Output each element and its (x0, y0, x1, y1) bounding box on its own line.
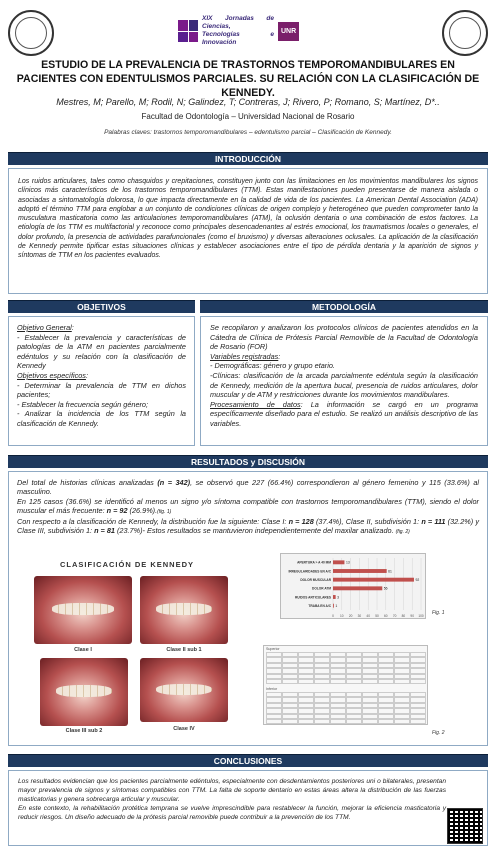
table-cell (266, 679, 282, 684)
intro-box (8, 168, 488, 294)
x-tick-label: 70 (392, 614, 397, 618)
table-row (266, 679, 426, 684)
table-cell (410, 679, 426, 684)
logo-text-line2: Tecnologías e Innovación (202, 31, 274, 46)
table-cell (314, 719, 330, 724)
table-cell (330, 719, 346, 724)
bar (333, 595, 336, 599)
table-row (266, 719, 426, 724)
x-tick-label: 30 (357, 614, 362, 618)
caption-clase-i: Clase I (74, 647, 92, 653)
faculty-seal-icon (442, 10, 488, 56)
intro-heading: INTRODUCCIÓN (8, 152, 488, 165)
table-inferior-grid (266, 692, 426, 724)
metodologia-p1: Se recopilaron y analizaron los protocolos clínicos de pacientes atendidos en la Cátedra de Clínica de Prótesis Parcial Removible de la Facultad de Odontología de Rosario (FOR) (210, 323, 478, 352)
category-label: APERTURA > A 40 MM (297, 560, 331, 565)
fig2-label: Fig. 2 (432, 730, 445, 736)
data-label: 56 (383, 586, 388, 591)
logo-text-line1: XIX Jornadas de Ciencias, (202, 15, 274, 30)
table-superior-label: Superior (266, 647, 280, 651)
x-tick-label: 20 (348, 614, 353, 618)
data-label: 61 (388, 569, 392, 574)
resultados-box: Del total de historias clínicas analizadas (n = 342), se observó que 227 (66.4%) correspondieron al género femenino y 115 (33.6%) al masculino. En 125 casos (36.6%) se identificó al menos un signo y/o síntoma compatible con trastornos temporomandibulares (TTM), siendo el dolor muscular el más frecuente: n = 92 (26.9%).(fig. 1) Con respecto a la clasificación de Kennedy, la distribución fue la siguiente: Clase I: n = 128 (37.4%), Clase II, subdivisión 1: n = 111 (32.2%) y Clase III, subdivisión 1: n = 81 (23.7%)- Estos resultados se mantuvieron independientemente del maxilar analizado. (fig. 2) (8, 471, 488, 746)
conclusiones-box (8, 770, 488, 846)
bar (333, 569, 387, 573)
qr-code-icon[interactable] (447, 808, 483, 844)
x-tick-label: 80 (401, 614, 406, 618)
photo-clase-iv (140, 658, 228, 722)
university-seal-icon (8, 10, 54, 56)
specific-item: - Determinar la prevalencia de TTM en dichos pacientes; (17, 380, 186, 400)
category-label: DOLOR MUSCULAR (300, 578, 331, 583)
x-tick-label: 10 (340, 614, 344, 618)
signs-bar-chart (280, 553, 426, 619)
table-cell (410, 719, 426, 724)
data-label: 3 (337, 595, 340, 600)
photo-clase-iii-sub2 (40, 658, 128, 726)
poster-title: ESTUDIO DE LA PREVALENCIA DE TRASTORNOS TEMPOROMANDIBULARES EN PACIENTES CON EDENTULISMOS PARCIALES. SU RELACIÓN CON LA CLASIFICACIÓN DE KENNEDY. (16, 59, 480, 99)
affiliation: Facultad de Odontología – Universidad Nacional de Rosario (141, 112, 355, 121)
table-cell (378, 719, 394, 724)
kennedy-table (263, 645, 428, 725)
x-tick-label: 60 (384, 614, 388, 618)
table-cell (378, 679, 394, 684)
bar (333, 586, 382, 590)
chart-svg (281, 554, 427, 620)
table-superior-grid (266, 652, 426, 684)
table-cell (298, 679, 314, 684)
x-tick-label: 0 (332, 614, 334, 618)
category-label: IRREGULARIDADES EN A/C (288, 569, 331, 574)
table-cell (346, 719, 362, 724)
table-cell (362, 719, 378, 724)
specific-item: - Analizar la incidencia de los TTM según la clasificación de Kennedy. (17, 409, 186, 428)
resultados-heading: RESULTADOS y DISCUSIÓN (8, 455, 488, 468)
objetivos-heading: OBJETIVOS (8, 300, 195, 313)
x-tick-label: 90 (410, 614, 414, 618)
table-cell (282, 719, 298, 724)
table-cell (394, 719, 410, 724)
general-label: Objetivo General (17, 323, 72, 332)
table-cell (314, 679, 330, 684)
bar (333, 604, 334, 608)
conclusiones-p1: Los resultados evidencian que los pacientes parcialmente edéntulos, especialmente con desdentamientos posteriores uni o bilaterales, presentan mayor prevalencia de signos y síntomas compatibles con TTM. La falta de soporte dentario en estas áreas altera la distribución de las fuerzas masticatorias y genera sobrecarga articular y muscular. (18, 778, 446, 803)
category-label: RUIDOS ARTICULARES (294, 595, 331, 600)
fig1-label: Fig. 1 (432, 610, 445, 616)
conclusiones-p2: En este contexto, la rehabilitación protética temprana se vuelve imprescindible para restablecer la función, mejorar la eficiencia masticatoria y reducir riesgos. Un diseño adecuado de la prótesis parcial removible puede contribuir a la prevención de los TTM. (18, 805, 446, 821)
authors: Mestres, M; Parello, M; Rodil, N; Galindez, T; Contreras, J; Rivero, P; Romano, S; Martínez, D*.. (56, 97, 440, 107)
caption-clase-ii-sub1: Clase II sub 1 (166, 647, 202, 653)
specific-label: Objetivos específicos (17, 370, 86, 380)
procesamiento-label: Procesamiento de datos (210, 399, 301, 409)
x-tick-label: 50 (375, 614, 379, 618)
caption-clase-iii-sub2: Clase III sub 2 (65, 728, 103, 734)
table-cell (330, 679, 346, 684)
category-label: TRABA EN A/C (308, 604, 331, 609)
table-cell (266, 719, 282, 724)
photo-clase-ii-sub1 (140, 576, 228, 644)
category-label: DOLOR ATM (312, 586, 331, 591)
bar (333, 560, 344, 564)
photo-clase-i (34, 576, 132, 644)
metodologia-heading: METODOLOGÍA (200, 300, 488, 313)
data-label: 13 (345, 560, 350, 565)
procesamiento-text: : La información se cargó en un programa específicamente diseñado para el estudio. Se realizó un análisis descriptivo de las variables. (210, 399, 478, 428)
table-cell (346, 679, 362, 684)
variable-clinicas: -Clínicas: clasificación de la arcada parcialmente edéntula según la clasificación de Kennedy, medición de la apertura bucal, presencia de ruidos articulares, dolor muscular y de ATM y restricciones durante los movimientos mandibulares. (210, 370, 478, 400)
table-cell (298, 719, 314, 724)
intro-text: Los ruidos articulares, tales como chasquidos y crepitaciones, constituyen junto con las limitaciones en los movimientos mandibulares los signos clínicos más característicos de los trastornos temporomandibulares (TTM). Estas manifestaciones pueden presentarse de manera aislada o asociadas a sintomatología dolorosa, lo que impacta directamente en la calidad de vida de los pacientes. La American Dental Association (ADA) adoptó el término TTM para englobar a un conjunto de condiciones clínicas de origen complejo y heterogéneo que pueden comprometer tanto la musculatura masticatoria como las articulaciones temporomandibulares (ATM), la oclusión dentaria o una combinación de estos factores. La etiología de los TTM es multifactorial y reconoce como principales desencadenantes al estrés emocional, los traumatismos locales o generales, el dolor profundo, la presencia de actividades parafuncionales (como el bruxismo) y diversas alteraciones oclusales. La aplicación de la clasificación de Kennedy permite tipificar estas situaciones clínicas y establecer asociaciones entre el tipo de pérdida dentaria y la aparición de signos y síntomas de TTM en los pacientes evaluados. (18, 178, 478, 260)
unr-badge: UNR (278, 22, 299, 41)
metodologia-box: Se recopilaron y analizaron los protocolos clínicos de pacientes atendidos en la Cátedra de Clínica de Prótesis Parcial Removible de la Facultad de Odontología de Rosario (FOR) Variables registradas: - Demográficas: género y grupo etario. -Clínicas: clasificación de la arcada parcialmente edéntula según la clasificación de Kennedy, medición de la apertura bucal, presencia de ruidos articulares, dolor muscular y de ATM y restricciones durante los movimientos mandibulares. Procesamiento de datos: La información se cargó en un programa específicamente diseñado para el estudio. Se realizó un análisis descriptivo de las variables. (200, 316, 488, 446)
bar (333, 578, 414, 582)
caption-clase-iv: Clase IV (173, 726, 195, 732)
keywords: Palabras claves: trastornos temporomandibulares – edentulismo parcial – Clasificación de Kennedy. (104, 129, 392, 136)
data-label: 92 (415, 578, 420, 583)
photos-title: CLASIFICACIÓN DE KENNEDY (60, 560, 195, 569)
variable-demograficas: - Demográficas: género y grupo etario. (210, 361, 335, 371)
data-label: 1 (335, 604, 338, 609)
x-tick-label: 100 (418, 614, 424, 618)
x-tick-label: 40 (366, 614, 370, 618)
conclusiones-heading: CONCLUSIONES (8, 754, 488, 767)
header (0, 10, 496, 58)
table-inferior-label: Inferior (266, 687, 278, 691)
objetivos-box: Objetivo General: - Establecer la prevalencia y características de patologías de la ATM en pacientes parcialmente edéntulos y su relación con la clasificación de Kennedy Objetivos específicos: - Determinar la prevalencia de TTM en dichos pacientes; - Establecer la frecuencia según género; - Analizar la incidencia de los TTM según la clasificación de Kennedy. (8, 316, 195, 446)
variables-label: Variables registradas (210, 351, 279, 361)
general-text: - Establecer la prevalencia y características de patologías de la ATM en pacientes parcialmente edéntulos y su relación con la clasificación de Kennedy (17, 332, 186, 371)
table-cell (394, 679, 410, 684)
cubes-icon (178, 20, 198, 42)
table-cell (282, 679, 298, 684)
jornadas-logo (178, 15, 299, 46)
specific-item: - Establecer la frecuencia según género; (17, 399, 149, 409)
table-cell (362, 679, 378, 684)
